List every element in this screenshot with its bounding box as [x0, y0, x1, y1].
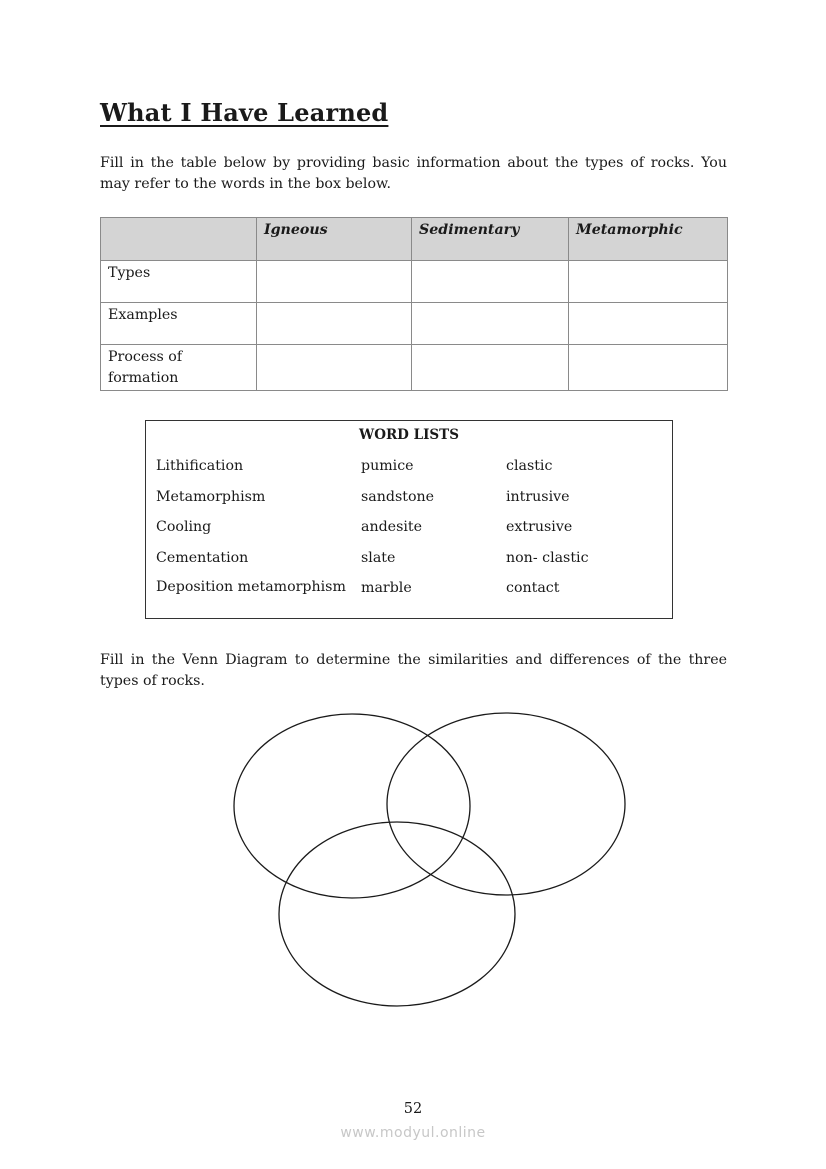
word-item: Lithification — [156, 458, 244, 474]
header-sedimentary: Sedimentary — [412, 218, 569, 261]
word-item: intrusive — [506, 488, 570, 505]
word-item: marble — [361, 580, 412, 596]
row-label-types: Types — [101, 261, 257, 303]
table-instructions: Fill in the table below by providing basic information about the types of rocks. You may refer to the words in the box below. — [100, 155, 727, 192]
word-list-title: WORD LISTS — [359, 427, 459, 443]
row-label-examples: Examples — [101, 303, 257, 345]
page-number: 52 — [403, 1101, 423, 1117]
word-item: contact — [506, 580, 560, 596]
venn-circle-left[interactable] — [234, 714, 470, 898]
header-igneous: Igneous — [257, 218, 412, 261]
word-item: Cooling — [156, 519, 212, 535]
word-item: pumice — [361, 458, 414, 474]
venn-instructions: Fill in the Venn Diagram to determine the similarities and differences of the three types of rocks. — [100, 652, 727, 689]
row-label-process: Process of formation — [101, 345, 257, 391]
venn-circle-bottom[interactable] — [279, 822, 515, 1006]
page-title: What I Have Learned — [100, 98, 389, 127]
word-item: extrusive — [506, 519, 573, 535]
word-item: Metamorphism — [156, 488, 266, 505]
header-metamorphic: Metamorphic — [569, 218, 728, 261]
venn-circle-right[interactable] — [387, 713, 625, 895]
word-item: slate — [361, 549, 396, 566]
word-item: sandstone — [361, 488, 435, 505]
word-item: Cementation — [156, 549, 249, 566]
word-item: non- clastic — [506, 549, 589, 566]
watermark: www.modyul.online — [340, 1125, 486, 1141]
word-item: andesite — [361, 519, 422, 535]
word-item: Deposition metamorphism — [156, 579, 346, 595]
word-item: clastic — [506, 458, 553, 474]
